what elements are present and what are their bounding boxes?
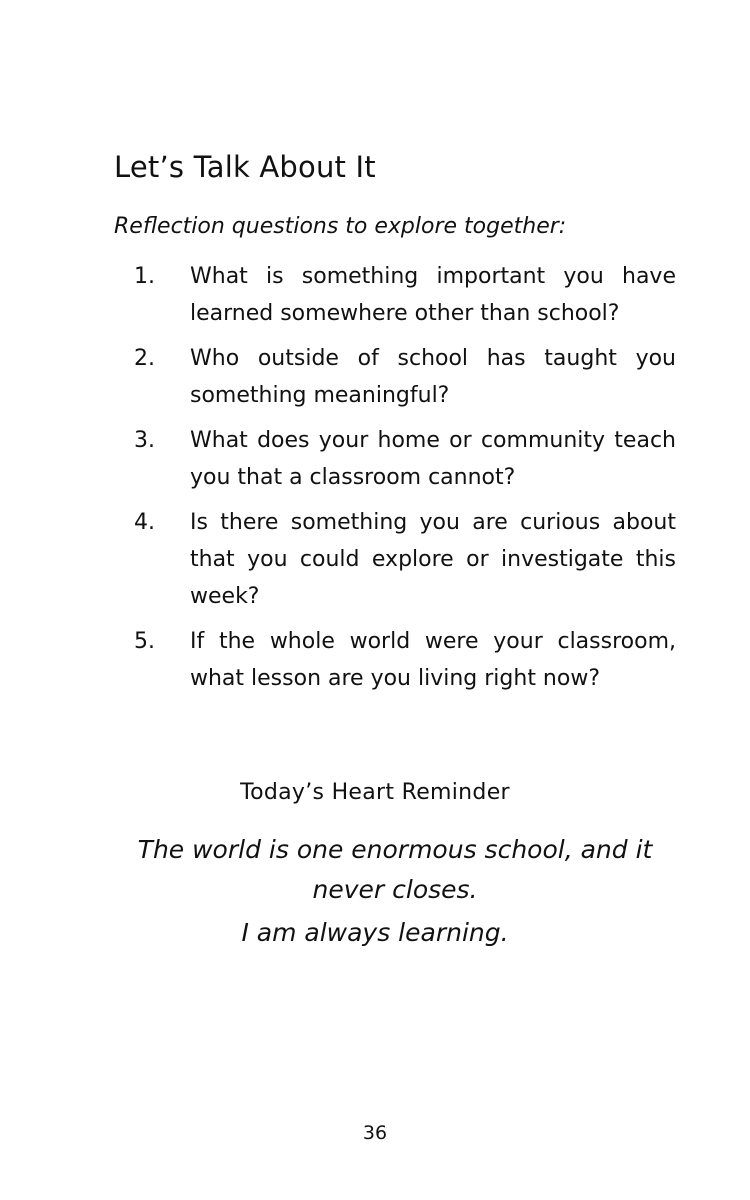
list-item [114,422,676,496]
question-list [114,258,676,705]
question-text: What does your home or community teach you that a classroom cannot? [190,428,676,490]
intro-text: Reflection questions to explore together: [114,214,567,239]
page-number: 36 [362,1122,388,1144]
list-item [114,340,676,414]
reminder-affirmation: I am always learning. [241,918,509,947]
list-item [114,504,676,615]
question-number: 1. [134,264,155,289]
question-text: Who outside of school has taught you something meaningful? [190,346,676,408]
question-text: If the whole world were your classroom, what lesson are you living right now? [190,629,676,691]
question-number: 4. [134,510,155,535]
section-heading: Let’s Talk About It [114,150,376,184]
reminder-text: The world is one enormous school, and it never closes. [137,835,653,904]
question-number: 5. [134,629,155,654]
question-number: 2. [134,346,155,371]
list-item [114,623,676,697]
question-text: Is there something you are curious about that you could explore or investigate this week? [190,510,676,609]
question-number: 3. [134,428,155,453]
question-text: What is something important you have learned somewhere other than school? [190,264,676,326]
reminder-title: Today’s Heart Reminder [240,780,510,805]
list-item [114,258,676,332]
